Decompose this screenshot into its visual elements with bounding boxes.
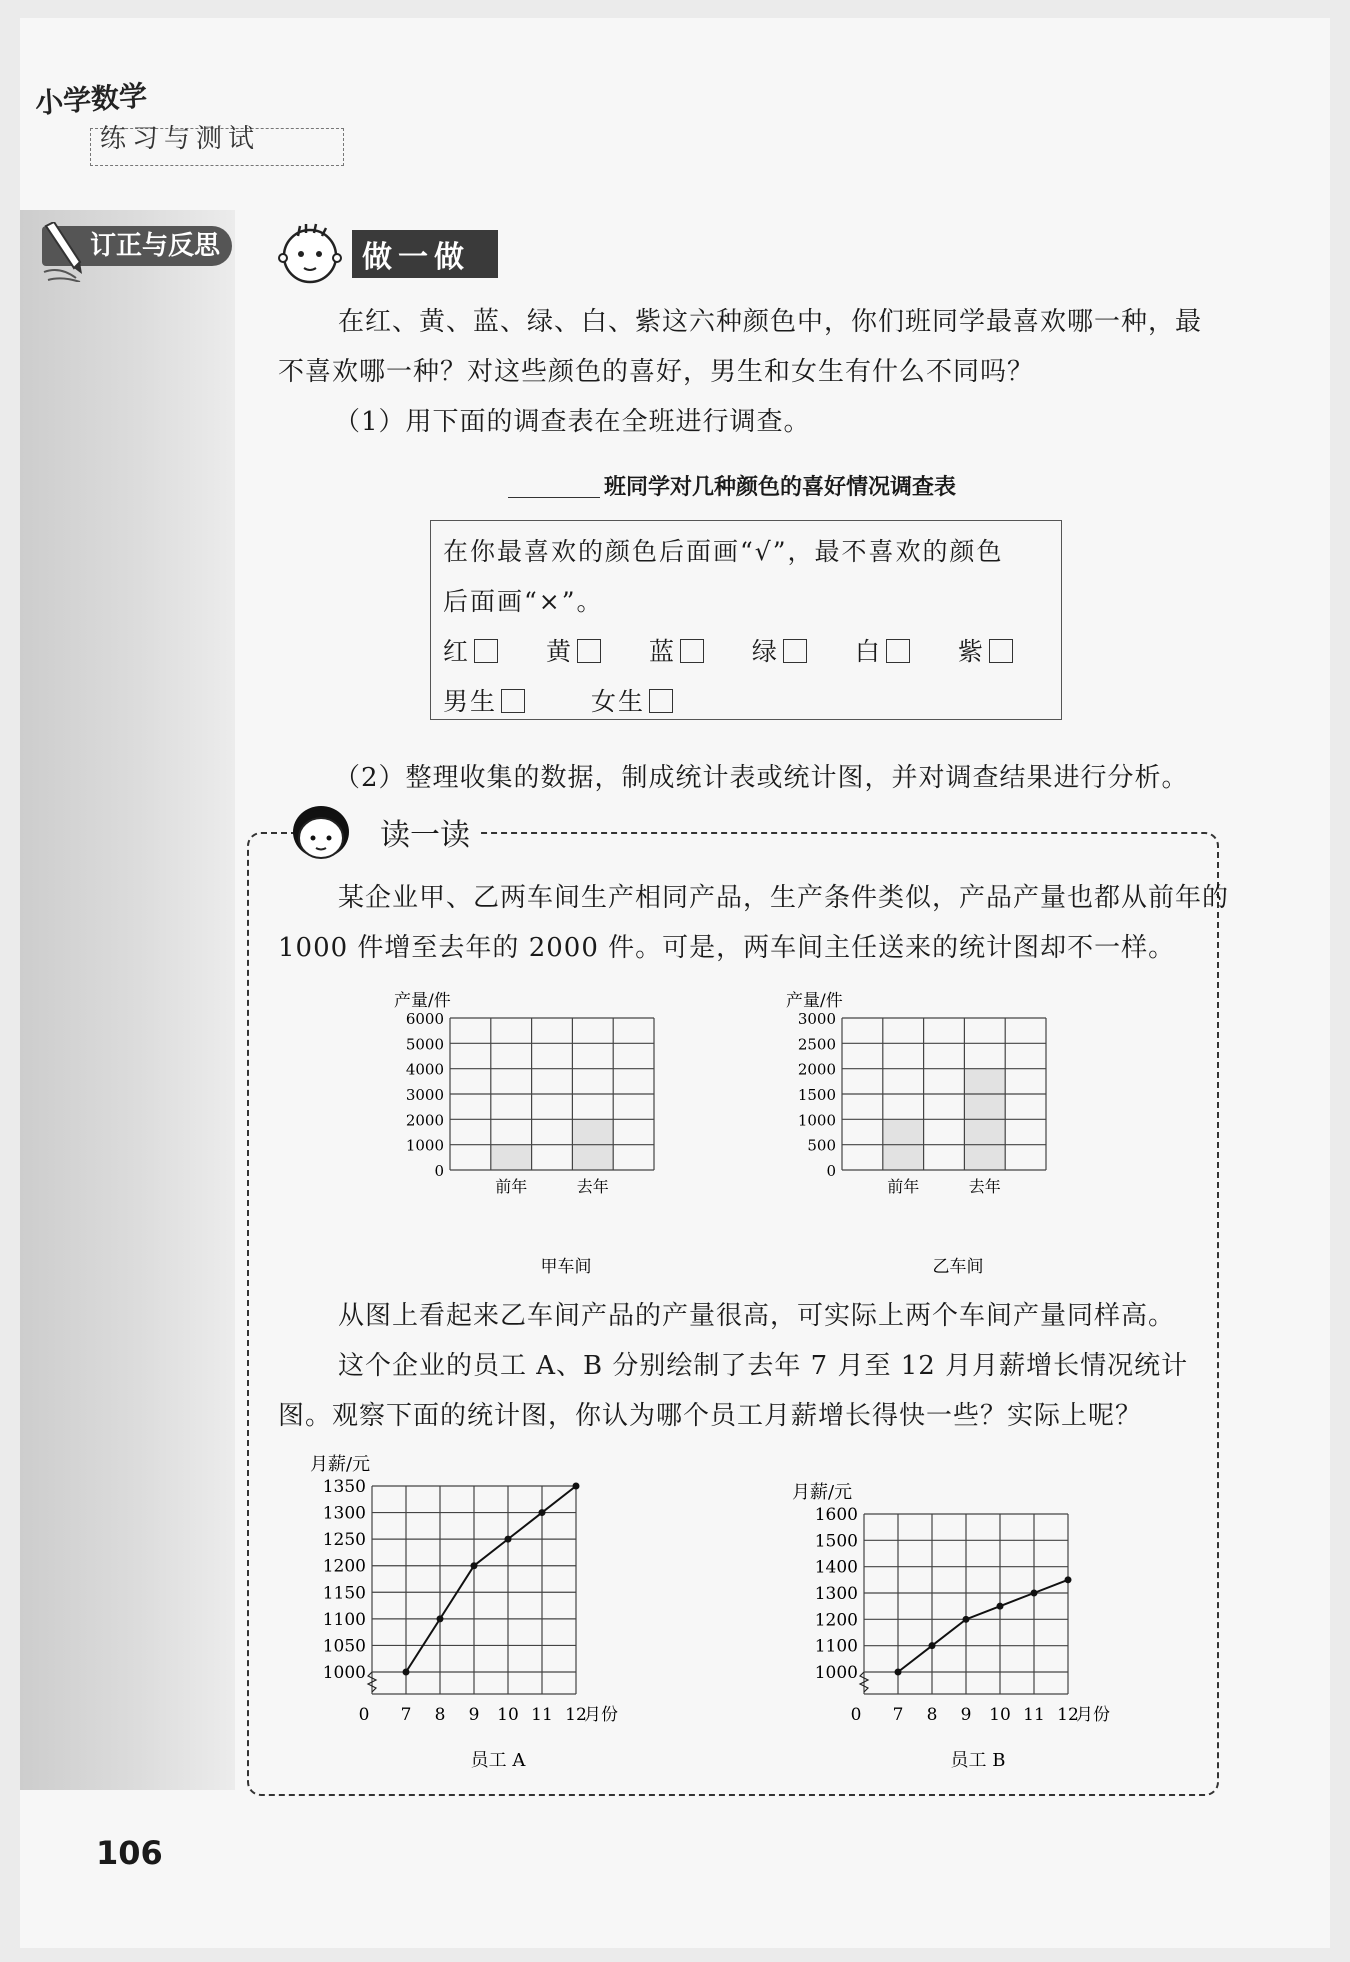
option-yellow: 黄 — [546, 637, 601, 666]
x-tick-label: 0 — [358, 1705, 370, 1725]
data-point — [471, 1562, 478, 1569]
y-tick-label: 3000 — [797, 1010, 836, 1028]
y-tick-label: 1200 — [814, 1610, 858, 1631]
x-tick-label: 12 — [565, 1705, 587, 1725]
x-tick-label: 去年 — [576, 1177, 609, 1196]
x-tick-label: 7 — [400, 1705, 412, 1725]
survey-instruction-1: 在你最喜欢的颜色后面画“√”，最不喜欢的颜色 — [443, 537, 1004, 566]
y-tick-label: 1100 — [322, 1609, 366, 1630]
x-tick-label: 前年 — [887, 1177, 920, 1196]
data-point — [437, 1615, 444, 1622]
survey-form — [430, 520, 1062, 720]
read-para3-line2: 图。观察下面的统计图，你认为哪个员工月薪增长得快一些？实际上呢？ — [278, 1401, 1143, 1431]
x-tick-label: 10 — [497, 1705, 519, 1725]
line-chart-employee-a — [300, 1448, 720, 1778]
y-tick-label: 1500 — [797, 1086, 836, 1104]
y-tick-label: 1200 — [322, 1556, 366, 1577]
read-para3-line1: 这个企业的员工 A、B 分别绘制了去年 7 月至 12 月月薪增长情况统计 — [338, 1351, 1189, 1381]
color-options — [443, 627, 1049, 677]
y-tick-label: 1100 — [814, 1636, 858, 1657]
data-point — [573, 1483, 580, 1490]
read-para2: 从图上看起来乙车间产品的产量很高，可实际上两个车间产量同样高。 — [338, 1301, 1176, 1331]
checkbox-purple[interactable] — [989, 639, 1013, 663]
section-title-read: 读一读 — [310, 810, 478, 854]
chart-caption: 员工 B — [950, 1750, 1006, 1771]
checkbox-green[interactable] — [783, 639, 807, 663]
x-tick-label: 11 — [1023, 1705, 1045, 1725]
y-tick-label: 1000 — [797, 1111, 836, 1130]
series-title: 小学数学 — [34, 79, 149, 120]
bar-chart-yi — [772, 986, 1102, 1282]
y-tick-label: 1400 — [814, 1557, 858, 1578]
option-red: 红 — [443, 637, 498, 666]
y-tick-label: 1150 — [322, 1583, 366, 1604]
y-tick-label: 1050 — [322, 1636, 366, 1657]
survey-instruction-2: 后面画“×”。 — [443, 587, 604, 616]
y-tick-label: 1300 — [814, 1584, 858, 1604]
y-tick-label: 2000 — [405, 1111, 444, 1130]
y-tick-label: 500 — [807, 1136, 836, 1155]
x-tick-label: 9 — [960, 1705, 972, 1725]
checkbox-white[interactable] — [886, 639, 910, 663]
chart-ylabel: 产量/件 — [786, 991, 843, 1011]
book-title: 练习与测试 — [100, 124, 261, 154]
x-tick-label: 10 — [989, 1705, 1011, 1725]
y-tick-label: 0 — [434, 1162, 444, 1180]
series-line — [898, 1580, 1068, 1672]
x-tick-label: 去年 — [968, 1177, 1001, 1196]
checkbox-blue[interactable] — [680, 639, 704, 663]
y-tick-label: 4000 — [405, 1060, 444, 1079]
x-tick-label: 9 — [468, 1705, 480, 1725]
do-step2: （2）整理收集的数据，制成统计表或统计图，并对调查结果进行分析。 — [334, 763, 1189, 793]
y-tick-label: 6000 — [405, 1010, 444, 1028]
checkbox-yellow[interactable] — [577, 639, 601, 663]
data-point — [1065, 1576, 1072, 1583]
data-point — [505, 1536, 512, 1543]
y-tick-label: 1000 — [405, 1136, 444, 1155]
series-line — [406, 1486, 576, 1672]
y-tick-label: 0 — [826, 1162, 836, 1180]
data-point — [403, 1669, 410, 1676]
y-tick-label: 3000 — [405, 1086, 444, 1104]
bar-0 — [491, 1145, 532, 1170]
data-point — [997, 1603, 1004, 1610]
x-tick-label: 7 — [892, 1705, 904, 1725]
x-tick-label: 0 — [850, 1705, 862, 1725]
y-tick-label: 1500 — [814, 1531, 858, 1552]
option-girl: 女生 — [591, 687, 673, 716]
x-tick-label: 11 — [531, 1705, 553, 1725]
checkbox-boy[interactable] — [501, 689, 525, 713]
survey-title: 班同学对几种颜色的喜好情况调查表 — [604, 475, 957, 500]
do-intro-line1: 在红、黄、蓝、绿、白、紫这六种颜色中，你们班同学最喜欢哪一种，最 — [338, 307, 1203, 337]
y-tick-label: 1000 — [322, 1663, 366, 1683]
data-point — [1031, 1590, 1038, 1597]
chart-ylabel: 月薪/元 — [792, 1482, 853, 1503]
y-tick-label: 1000 — [814, 1663, 858, 1683]
gender-options — [443, 677, 1049, 727]
chart-caption: 员工 A — [470, 1750, 526, 1771]
class-blank[interactable] — [508, 497, 600, 498]
x-tick-label: 8 — [434, 1705, 446, 1725]
data-point — [929, 1642, 936, 1649]
chart-caption: 乙车间 — [932, 1257, 984, 1277]
page-number: 106 — [96, 1834, 163, 1872]
chart-ylabel: 产量/件 — [394, 991, 451, 1011]
y-tick-label: 1250 — [322, 1530, 366, 1551]
y-tick-label: 2000 — [797, 1060, 836, 1079]
x-tick-label: 8 — [926, 1705, 938, 1725]
y-tick-label: 1350 — [322, 1477, 366, 1497]
sidebar-label: 订正与反思 — [42, 226, 232, 266]
sidebar-margin — [20, 210, 235, 1790]
data-point — [539, 1509, 546, 1516]
x-tick-label: 前年 — [495, 1177, 528, 1196]
y-tick-label: 5000 — [405, 1035, 444, 1054]
option-purple: 紫 — [958, 637, 1013, 666]
girl-face-icon — [286, 796, 356, 862]
checkbox-girl[interactable] — [649, 689, 673, 713]
option-green: 绿 — [752, 637, 807, 666]
line-chart-employee-b — [780, 1476, 1180, 1778]
y-tick-label: 1300 — [322, 1503, 366, 1524]
y-tick-label: 2500 — [797, 1035, 836, 1054]
do-step1: （1）用下面的调查表在全班进行调查。 — [334, 407, 811, 437]
chart-caption: 甲车间 — [540, 1257, 592, 1277]
checkbox-red[interactable] — [474, 639, 498, 663]
chart-ylabel: 月薪/元 — [310, 1454, 371, 1475]
read-para1-line2: 1000 件增至去年的 2000 件。可是，两车间主任送来的统计图却不一样。 — [278, 933, 1176, 963]
section-title-do: 做一做 — [352, 230, 498, 278]
x-axis-unit: 月份 — [584, 1705, 618, 1725]
bar-chart-jia — [380, 986, 710, 1282]
read-para1-line1: 某企业甲、乙两车间生产相同产品，生产条件类似，产品产量也都从前年的 — [338, 883, 1230, 913]
x-axis-unit: 月份 — [1076, 1705, 1110, 1725]
data-point — [963, 1616, 970, 1623]
data-point — [895, 1669, 902, 1676]
do-intro-line2: 不喜欢哪一种？对这些颜色的喜好，男生和女生有什么不同吗？ — [278, 357, 1035, 387]
pencil-icon — [40, 222, 86, 282]
option-blue: 蓝 — [649, 637, 704, 666]
y-tick-label: 1600 — [814, 1505, 858, 1525]
option-white: 白 — [855, 637, 910, 666]
x-tick-label: 12 — [1057, 1705, 1079, 1725]
boy-face-icon — [278, 222, 342, 286]
option-boy: 男生 — [443, 687, 525, 716]
